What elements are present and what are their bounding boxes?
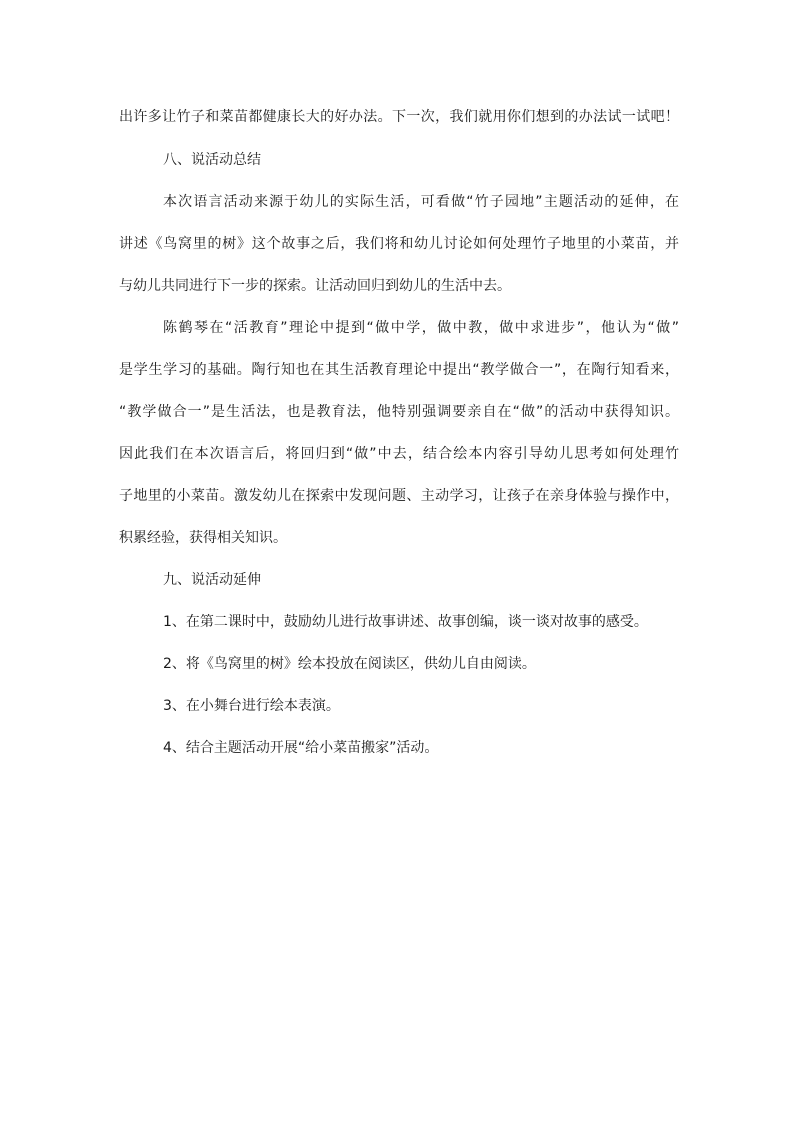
section9-heading: 九、说活动延伸 [163, 572, 261, 588]
section9-item: 1、在第二课时中，鼓励幼儿进行故事讲述、故事创编，谈一谈对故事的感受。 [163, 614, 648, 630]
section9-item: 4、结合主题活动开展“给小菜苗搬家”活动。 [163, 740, 439, 756]
section9-item: 2、将《鸟窝里的树》绘本投放在阅读区，供幼儿自由阅读。 [163, 656, 536, 672]
section8-paragraph2-line: “教学做合一”是生活法，也是教育法，他特别强调要亲自在“做”的活动中获得知识。 [119, 404, 679, 420]
section8-heading: 八、说活动总结 [163, 152, 261, 168]
section8-paragraph2-line: 积累经验，获得相关知识。 [119, 530, 287, 546]
section8-paragraph1-line: 讲述《鸟窝里的树》这个故事之后，我们将和幼儿讨论如何处理竹子地里的小菜苗，并 [119, 236, 679, 252]
intro-line: 出许多让竹子和菜苗都健康长大的好办法。下一次，我们就用你们想到的办法试一试吧！ [119, 109, 679, 125]
section9-item: 3、在小舞台进行绘本表演。 [163, 698, 340, 714]
section8-paragraph2-line: 陈鹤琴在“活教育”理论中提到“做中学，做中教，做中求进步”，他认为“做” [163, 320, 679, 336]
section8-paragraph2-line: 子地里的小菜苗。激发幼儿在探索中发现问题、主动学习，让孩子在亲身体验与操作中， [119, 488, 679, 504]
section8-paragraph2-line: 因此我们在本次语言后，将回归到“做”中去，结合绘本内容引导幼儿思考如何处理竹 [119, 446, 679, 462]
section8-paragraph1-line: 与幼儿共同进行下一步的探索。让活动回归到幼儿的生活中去。 [119, 278, 511, 294]
section8-paragraph1-line: 本次语言活动来源于幼儿的实际生活，可看做“竹子园地”主题活动的延伸，在 [163, 194, 679, 210]
section8-paragraph2-line: 是学生学习的基础。陶行知也在其生活教育理论中提出“教学做合一”，在陶行知看来， [119, 362, 679, 378]
